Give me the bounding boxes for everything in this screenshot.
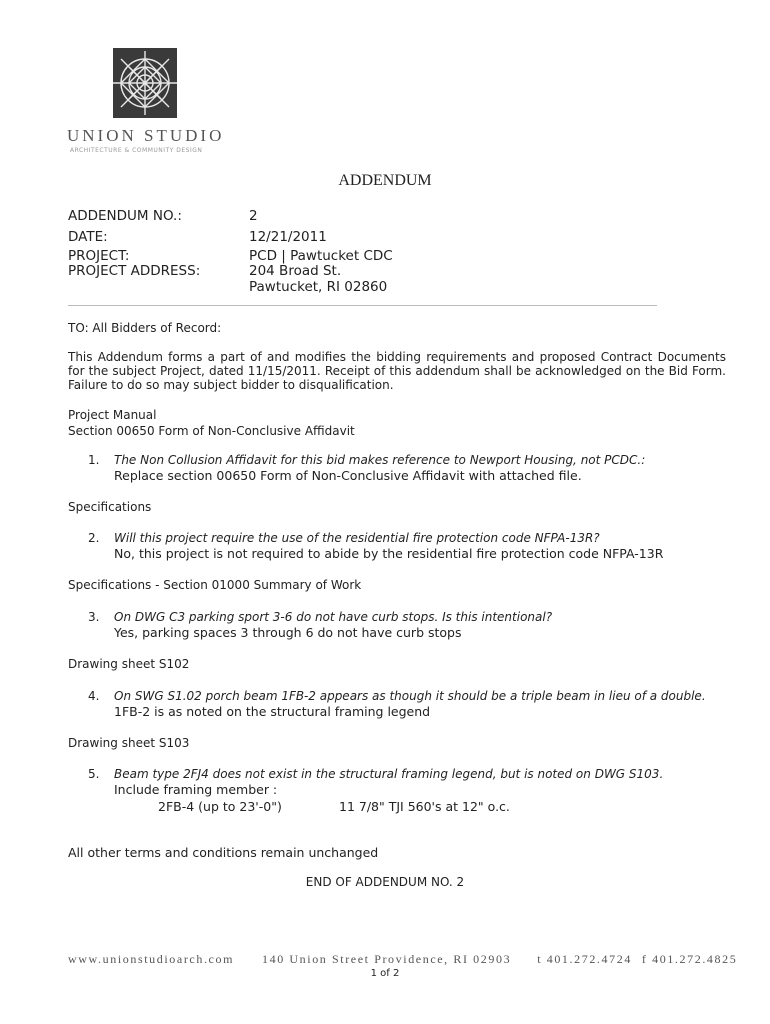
union-studio-logo: [113, 48, 177, 118]
item-number: 5.: [88, 767, 100, 781]
addendum-number-label: ADDENDUM NO.:: [68, 208, 182, 224]
document-title: ADDENDUM: [338, 172, 432, 189]
item-answer: Replace section 00650 Form of Non-Conclusive Affidavit with attached file.: [114, 468, 582, 483]
project-label: PROJECT:: [68, 248, 130, 264]
framing-member: 2FB-4 (up to 23'-0"): [158, 799, 282, 814]
project-address-line2: Pawtucket, RI 02860: [249, 279, 388, 295]
footer-address: 140 Union Street Providence, RI 02903: [262, 952, 512, 966]
section-heading-00650: Section 00650 Form of Non-Conclusive Affidavit: [68, 424, 355, 438]
end-of-addendum: END OF ADDENDUM NO. 2: [305, 875, 465, 889]
divider: [68, 305, 657, 306]
item-answer: No, this project is not required to abide by the residential fire protection code NFPA-13R: [114, 546, 664, 561]
company-tagline: ARCHITECTURE & COMMUNITY DESIGN: [70, 147, 203, 154]
section-heading-specifications: Specifications: [68, 500, 152, 514]
item-number: 1.: [88, 453, 100, 467]
item-question: Will this project require the use of the residential fire protection code NFPA-13R?: [114, 531, 600, 545]
recipients-line: TO: All Bidders of Record:: [68, 321, 222, 335]
section-heading-s103: Drawing sheet S103: [68, 736, 190, 750]
item-number: 2.: [88, 531, 100, 545]
footer-fax: f 401.272.4825: [641, 952, 738, 966]
project-address-line1: 204 Broad St.: [249, 263, 342, 279]
footer-contact: [68, 952, 737, 967]
item-answer: Yes, parking spaces 3 through 6 do not have curb stops: [114, 625, 462, 640]
page-number: 1 of 2: [370, 968, 400, 979]
closing-statement: All other terms and conditions remain unchanged: [68, 845, 379, 860]
item-question: On DWG C3 parking sport 3-6 do not have curb stops. Is this intentional?: [114, 610, 553, 624]
item-answer: 1FB-2 is as noted on the structural framing legend: [114, 704, 431, 719]
date-label: DATE:: [68, 229, 108, 245]
footer-website: www.unionstudioarch.com: [68, 952, 234, 966]
item-number: 4.: [88, 689, 100, 703]
company-name: UNION STUDIO: [67, 126, 225, 145]
project-address-label: PROJECT ADDRESS:: [68, 263, 201, 279]
item-question: Beam type 2FJ4 does not exist in the structural framing legend, but is noted on DWG S103.: [114, 767, 664, 781]
section-heading-project-manual: Project Manual: [68, 408, 157, 422]
item-answer: Include framing member :: [114, 782, 278, 797]
date-value: 12/21/2011: [249, 229, 327, 245]
section-heading-01000: Specifications - Section 01000 Summary of Work: [68, 578, 362, 592]
project-value: PCD | Pawtucket CDC: [249, 248, 393, 264]
footer-phone: t 401.272.4724: [537, 952, 632, 966]
item-question: The Non Collusion Affidavit for this bid makes reference to Newport Housing, not PCDC.:: [114, 453, 646, 467]
addendum-number-value: 2: [249, 208, 258, 224]
framing-spec: 11 7/8" TJI 560's at 12" o.c.: [339, 799, 510, 814]
intro-paragraph: This Addendum forms a part of and modifies the bidding requirements and proposed Contract Documents for the subject Project, dated 11/15/2011. Receipt of this addendum shall be acknowledged on the Bid Form. Failure to do so may subject bidder to disqualification.: [68, 350, 726, 392]
item-number: 3.: [88, 610, 100, 624]
item-question: On SWG S1.02 porch beam 1FB-2 appears as though it should be a triple beam in lieu of a double.: [114, 689, 706, 703]
section-heading-s102: Drawing sheet S102: [68, 657, 190, 671]
